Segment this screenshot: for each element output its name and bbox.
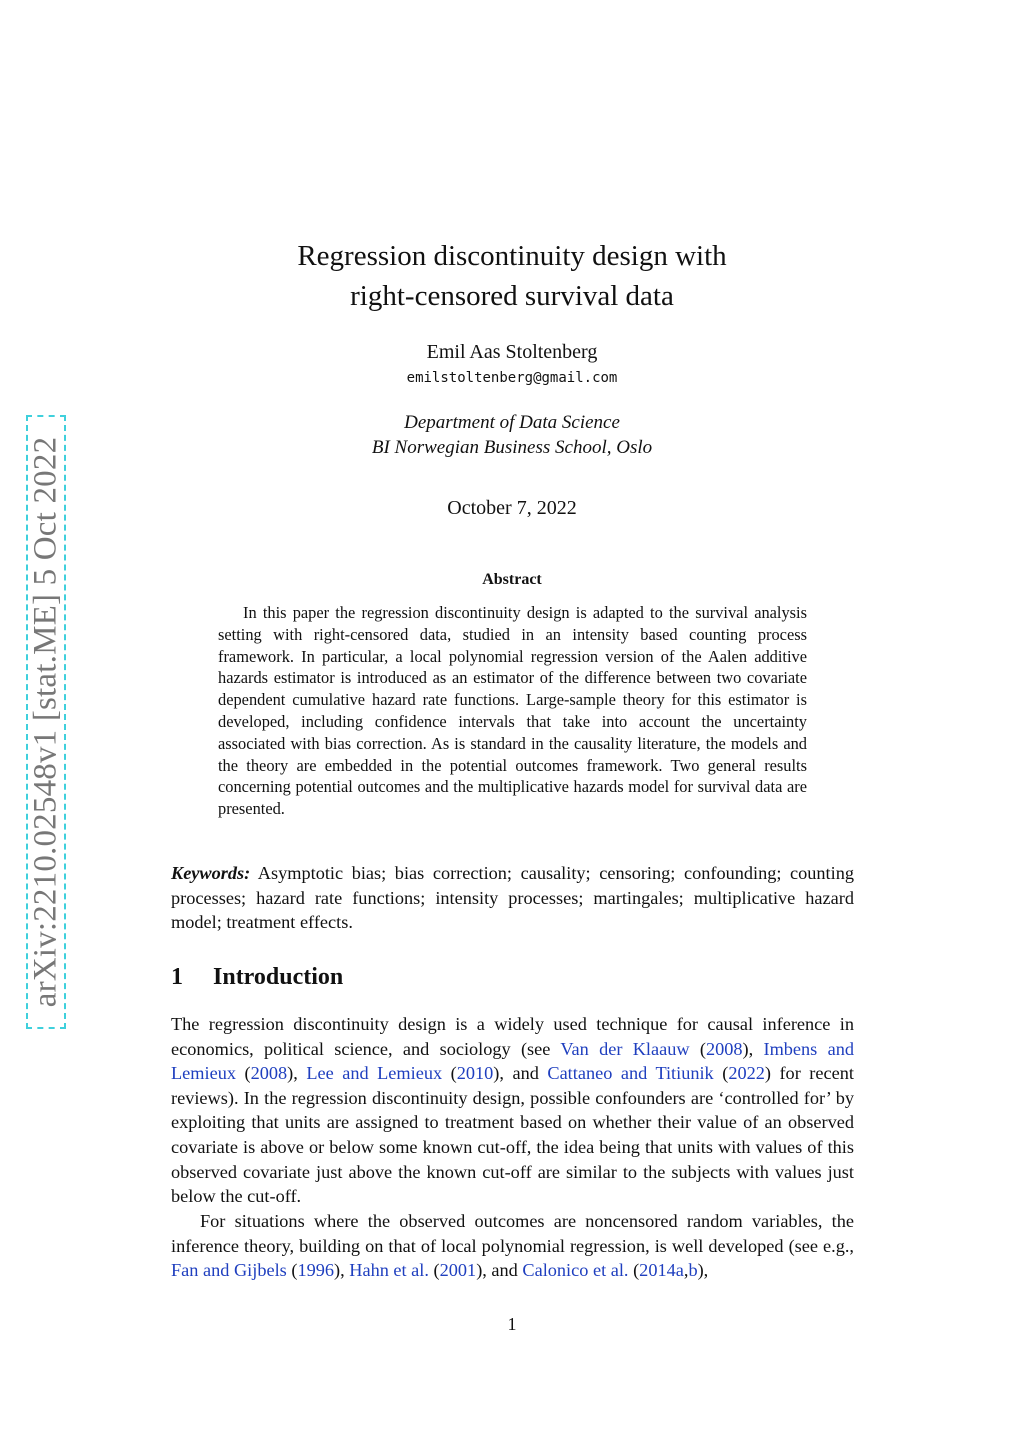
author-name: Emil Aas Stoltenberg	[426, 341, 598, 363]
citation-year-link[interactable]: 2022	[728, 1063, 765, 1084]
text-run: (	[689, 1038, 706, 1059]
arxiv-stamp-box	[26, 415, 66, 1029]
text-run: ),	[334, 1260, 350, 1281]
keywords-text: Asymptotic bias; bias correction; causality; censoring; confounding; counting processes; hazard rate functions; intensity processes; martingales; multiplicative hazard model; treatment effects.	[171, 863, 854, 933]
page-number: 1	[507, 1314, 517, 1334]
text-run: (	[713, 1063, 729, 1084]
keywords-label: Keywords:	[171, 863, 251, 883]
section-heading	[171, 964, 854, 991]
citation-year-link[interactable]: b	[688, 1260, 698, 1281]
affiliation	[200, 410, 824, 460]
citation-link[interactable]: Van der Klaauw	[560, 1038, 690, 1059]
text-run: ),	[287, 1063, 307, 1084]
citation-link[interactable]: Hahn et al.	[349, 1260, 429, 1281]
citation-link[interactable]: Cattaneo and Titiunik	[547, 1063, 714, 1084]
text-run: The regression discontinuity design is a widely used technique for causal inference in economics, political science, and sociology (see	[171, 1014, 854, 1059]
text-run: (	[628, 1260, 640, 1281]
citation-link[interactable]: Calonico et al.	[522, 1260, 629, 1281]
text-run: ) for recent reviews). In the regression discontinuity design, possible confounders are ‘controlled for’ by exploiting that units are assigned to treatment based on whether their value of an observed covariate is above or below some known cut-off, the idea being that units with values of this observed covariate just above the known cut-off are similar to the subjects with values just below the cut-off.	[171, 1063, 854, 1207]
section-number: 1	[171, 964, 183, 990]
citation-year-link[interactable]: 2001	[439, 1260, 477, 1281]
text-run: ,	[683, 1260, 689, 1281]
citation-year-link[interactable]: 1996	[297, 1260, 335, 1281]
text-run: ),	[697, 1260, 709, 1281]
citation-link[interactable]: Fan and Gijbels	[171, 1260, 287, 1281]
text-run: (	[286, 1260, 298, 1281]
abstract-heading: Abstract	[482, 571, 542, 588]
keywords-paragraph	[171, 861, 854, 935]
section-title: Introduction	[213, 964, 344, 990]
author-email: emilstoltenberg@gmail.com	[406, 370, 618, 386]
text-run: ), and	[493, 1063, 548, 1084]
affiliation-institution: BI Norwegian Business School, Oslo	[371, 437, 653, 458]
arxiv-stamp: arXiv:2210.02548v1 [stat.ME] 5 Oct 2022	[27, 436, 64, 1008]
text-run: (	[442, 1063, 457, 1084]
title-line-2: right-censored survival data	[350, 280, 674, 312]
text-run: For situations where the observed outcomes are noncensored random variables, the inference theory, building on that of local polynomial regression, is well developed (see e.g.,	[171, 1211, 854, 1256]
intro-paragraph-1	[171, 1012, 854, 1209]
paper-date: October 7, 2022	[447, 497, 577, 519]
citation-year-link[interactable]: 2008	[705, 1038, 743, 1059]
citation-year-link[interactable]: 2008	[250, 1063, 288, 1084]
text-run: (	[428, 1260, 440, 1281]
citation-link[interactable]: Lee and Lemieux	[306, 1063, 443, 1084]
text-run: ),	[742, 1038, 764, 1059]
affiliation-department: Department of Data Science	[404, 412, 620, 433]
citation-year-link[interactable]: 2010	[456, 1063, 494, 1084]
citation-link[interactable]: Imbens and Lemieux	[171, 1038, 854, 1084]
abstract-text: In this paper the regression discontinuity design is adapted to the survival analysis setting with right-censored data, studied in an intensity based counting process framework. In particular, a local polynomial regression version of the Aalen additive hazards estimator is introduced as an estimator of the difference between two covariate dependent cumulative hazard rate functions. Large-sample theory for this estimator is developed, including confidence intervals that take into account the uncertainty associated with bias correction. As is standard in the causality literature, the models and the theory are embedded in the potential outcomes framework. Two general results concerning potential outcomes and the multiplicative hazards model for survival data are presented.	[218, 603, 807, 819]
text-run: ), and	[476, 1260, 523, 1281]
citation-year-link[interactable]: 2014a	[639, 1260, 684, 1281]
title-line-1: Regression discontinuity design with	[297, 240, 727, 272]
paper-title	[200, 236, 824, 316]
intro-paragraph-2	[171, 1209, 854, 1283]
text-run: (	[235, 1063, 251, 1084]
